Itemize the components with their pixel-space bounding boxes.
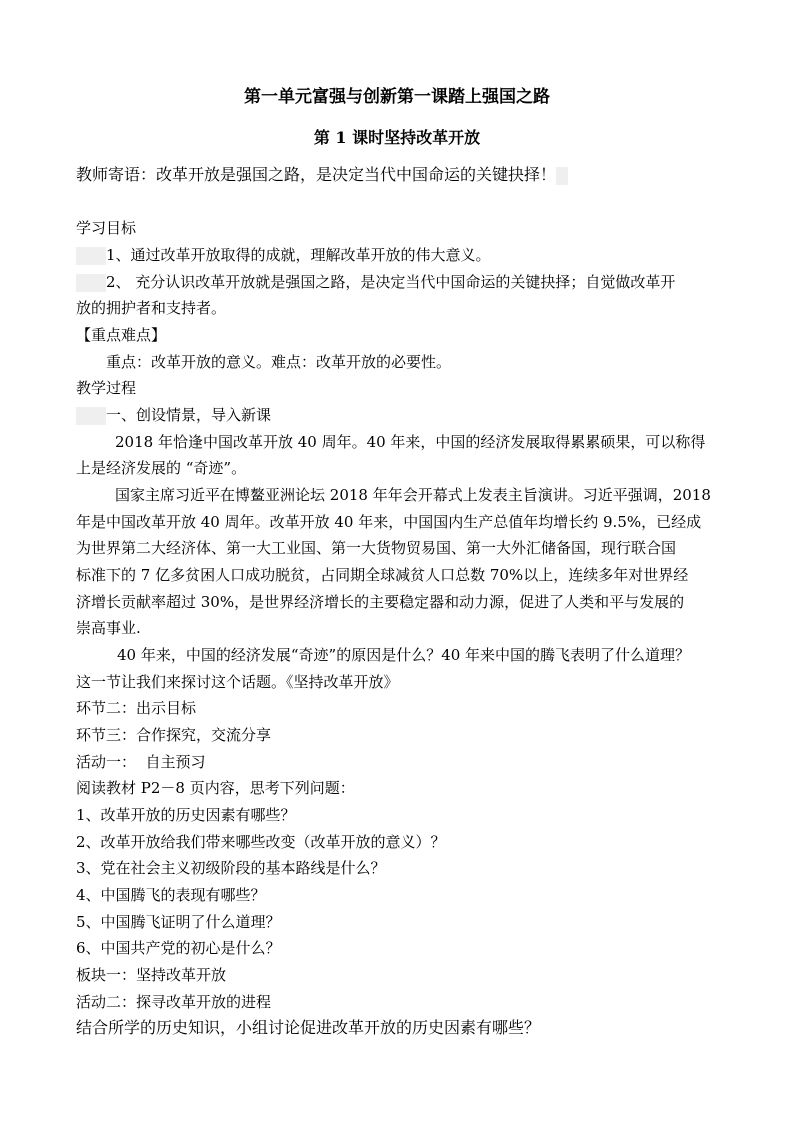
objective-2-line2: 放的拥护者和支持者。 [76,299,227,317]
indent-shade [76,407,106,425]
objective-2-text: 2、 充分认识改革开放就是强国之路，是决定当代中国命运的关键抉择；自觉做改革开 [106,273,676,291]
step-3: 环节三：合作探究，交流分享 [76,726,272,744]
process-heading: 教学过程 [76,379,137,397]
indent-shade [76,247,106,265]
document-title: 第一单元富强与创新第一课踏上强国之路 [244,87,550,107]
step-2: 环节二：出示目标 [76,699,197,717]
paragraph-2-line1: 国家主席习近平在博鳌亚洲论坛 2018 年年会开幕式上发表主旨演讲。习近平强调，2018 [115,486,711,504]
paragraph-2-line5: 济增长贡献率超过 30%，是世界经济增长的主要稳定器和动力源，促进了人类和平与发展的 [76,593,685,611]
activity-2: 活动二：探寻改革开放的进程 [76,993,272,1011]
discussion-prompt: 结合所学的历史知识，小组讨论促进改革开放的历史因素有哪些？ [76,1018,541,1037]
question-1: 1、改革开放的历史因素有哪些？ [76,806,296,824]
paragraph-3-line1: 40 年来，中国的经济发展“奇迹”的原因是什么？40 年来中国的腾飞表明了什么道理？ [117,646,691,664]
paragraph-1-line2: 上是经济发展的 “奇迹”。 [76,459,247,477]
section-1 [76,405,271,425]
read-prompt: 阅读教材 P2－8 页内容，思考下列问题： [76,779,355,797]
objective-1 [76,245,491,265]
question-4: 4、中国腾飞的表现有哪些？ [76,886,266,904]
block-1: 板块一：坚持改革开放 [76,966,227,984]
paragraph-3-line2: 这一节让我们来探讨这个话题。《坚持改革开放》 [76,673,399,691]
objective-1-text: 1、通过改革开放取得的成就，理解改革开放的伟大意义。 [106,246,491,264]
paragraph-2-line4: 标准下的 7 亿多贫困人口成功脱贫，占同期全球减贫人口总数 70%以上，连续多年对世界经 [76,566,689,584]
paragraph-2-line2: 年是中国改革开放 40 周年。改革开放 40 年来，中国国内生产总值年均增长约 9.5%，已经成 [76,513,702,531]
paragraph-1-line1: 2018 年恰逢中国改革开放 40 周年。40 年来，中国的经济发展取得累累硕果，可以称得 [115,433,706,451]
objectives-heading: 学习目标 [76,219,137,237]
question-5: 5、中国腾飞证明了什么道理？ [76,913,281,931]
question-3: 3、党在社会主义初级阶段的基本路线是什么？ [76,859,386,877]
key-text: 重点：改革开放的意义。难点：改革开放的必要性。 [106,353,452,371]
activity-1: 活动一： 自主预习 [76,753,206,771]
indent-shade [76,274,106,292]
objective-2-line1 [76,272,675,292]
highlight-mark [556,167,568,185]
key-heading: 【重点难点】 [76,326,167,344]
question-6: 6、中国共产党的初心是什么？ [76,939,281,957]
teacher-note [76,165,568,185]
lesson-subtitle: 第 1 课时坚持改革开放 [313,128,481,147]
teacher-note-text: 教师寄语：改革开放是强国之路，是决定当代中国命运的关键抉择！ [76,165,557,184]
section-1-text: 一、创设情景，导入新课 [106,406,272,424]
paragraph-2-line3: 为世界第二大经济体、第一大工业国、第一大货物贸易国、第一大外汇储备国，现行联合国 [76,539,677,557]
question-2: 2、改革开放给我们带来哪些改变（改革开放的意义）？ [76,833,446,851]
paragraph-2-line6: 崇高事业. [76,619,141,637]
